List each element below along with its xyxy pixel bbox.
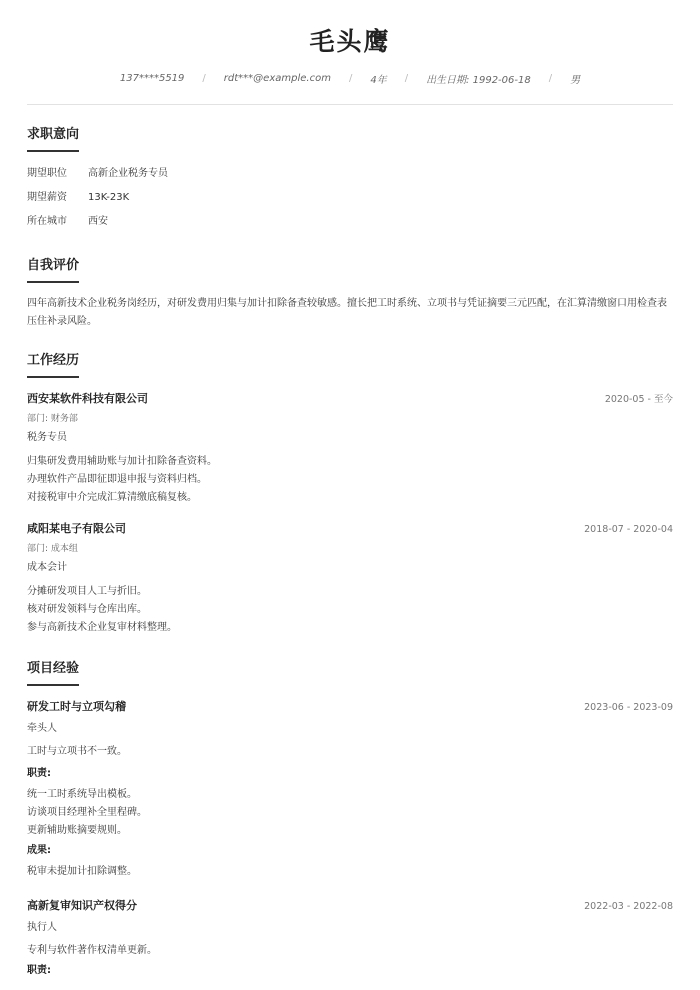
summary-text: 四年高新技术企业税务岗经历，对研发费用归集与加计扣除备查较敏感。擅长把工时系统、立项书与凭证摘要三元匹配，在汇算清缴窗口用检查表压住补录风险。 — [27, 298, 667, 327]
date-range: 2022-03 - 2022-08 — [584, 901, 673, 912]
header-divider — [27, 104, 673, 105]
project-role: 牵头人 — [27, 723, 57, 734]
work-entry — [27, 392, 673, 507]
duty-item: 参与高新技术企业复审材料整理。 — [27, 622, 177, 633]
project-section — [27, 657, 673, 978]
department: 部门: 财务部 — [27, 414, 78, 424]
intent-key: 所在城市 — [27, 216, 67, 227]
project-description: 专利与软件著作权清单更新。 — [27, 945, 157, 956]
department: 部门: 成本组 — [27, 544, 78, 554]
responsibilities-label: 职责: — [27, 768, 51, 779]
contact-bar — [27, 69, 673, 87]
intent-row — [27, 215, 673, 229]
date-range: 2023-06 - 2023-09 — [584, 702, 673, 713]
section-title-summary: 自我评价 — [27, 257, 79, 283]
project-name: 研发工时与立项勾稽 — [27, 700, 126, 713]
date-range: 2018-07 - 2020-04 — [584, 524, 673, 535]
intent-value: 西安 — [88, 216, 108, 227]
intent-key: 期望职位 — [27, 168, 67, 179]
separator: / — [348, 72, 353, 84]
section-title-projects: 项目经验 — [27, 660, 79, 686]
job-role: 成本会计 — [27, 562, 67, 573]
summary-section — [27, 254, 673, 331]
experience-years: 4年 — [370, 74, 387, 86]
responsibility-item: 统一工时系统导出模板。 — [27, 789, 137, 800]
birth-date: 出生日期: 1992-06-18 — [426, 74, 531, 86]
intent-value: 高新企业税务专员 — [88, 168, 168, 179]
intent-row — [27, 167, 673, 181]
responsibility-item: 更新辅助账摘要规则。 — [27, 825, 127, 836]
project-result: 税审未提加计扣除调整。 — [27, 866, 137, 877]
candidate-name: 毛头鹰 — [309, 27, 391, 56]
phone: 137****5519 — [119, 72, 185, 84]
project-entry — [27, 899, 673, 978]
job-role: 税务专员 — [27, 432, 67, 443]
date-range: 2020-05 - 至今 — [604, 394, 673, 405]
separator: / — [202, 72, 206, 84]
project-name: 高新复审知识产权得分 — [27, 899, 137, 912]
duty-item: 归集研发费用辅助账与加计扣除备查资料。 — [27, 456, 217, 467]
section-title-intent: 求职意向 — [27, 126, 79, 152]
gender: 男 — [570, 74, 581, 86]
project-role: 执行人 — [27, 922, 57, 933]
work-entry — [27, 522, 673, 637]
responsibilities-label: 职责: — [27, 965, 51, 976]
project-description: 工时与立项书不一致。 — [27, 746, 127, 757]
separator: / — [548, 72, 553, 84]
result-label: 成果: — [27, 845, 51, 856]
duty-item: 办理软件产品即征即退申报与资料归档。 — [27, 474, 207, 485]
intent-section — [27, 123, 673, 229]
work-section — [27, 349, 673, 637]
duty-item: 分摊研发项目人工与折旧。 — [27, 586, 147, 597]
email: rdt***@example.com — [223, 72, 331, 84]
separator: / — [404, 72, 409, 84]
duty-item: 对接税审中介完成汇算清缴底稿复核。 — [27, 492, 197, 503]
intent-key: 期望薪资 — [27, 192, 67, 203]
intent-row — [27, 191, 673, 205]
project-entry — [27, 700, 673, 879]
company-name: 咸阳某电子有限公司 — [27, 522, 126, 535]
company-name: 西安某软件科技有限公司 — [27, 392, 148, 405]
section-title-work: 工作经历 — [27, 352, 79, 378]
responsibility-item: 访谈项目经理补全里程碑。 — [27, 807, 147, 818]
duty-item: 核对研发领料与仓库出库。 — [27, 604, 147, 615]
intent-value: 13K-23K — [88, 192, 130, 203]
